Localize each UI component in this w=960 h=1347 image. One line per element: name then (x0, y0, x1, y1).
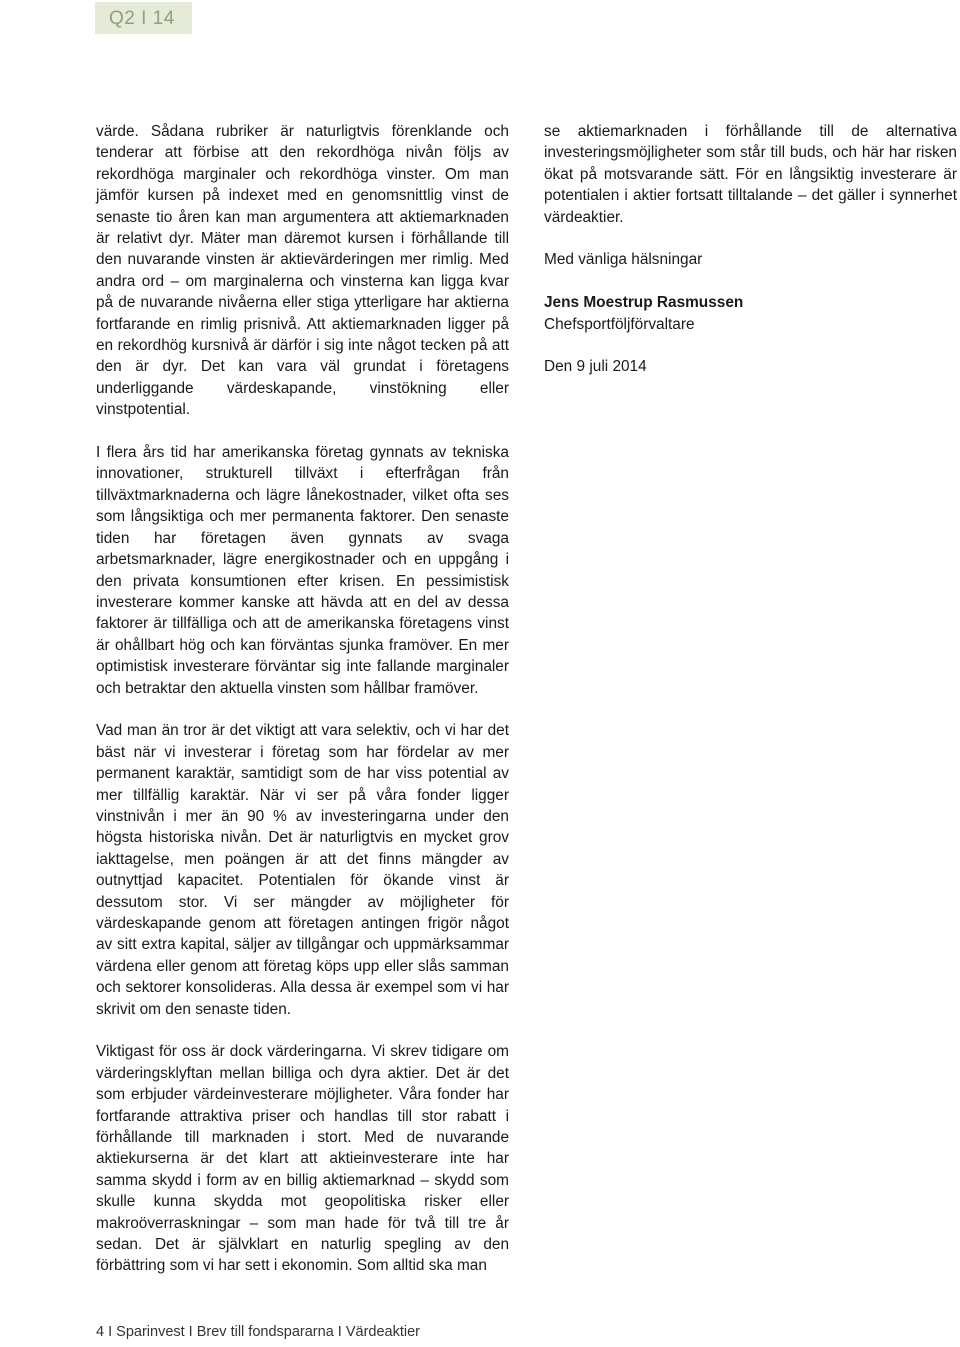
signer-name: Jens Moestrup Rasmussen (544, 294, 744, 312)
body-paragraph: I flera års tid har amerikanska företag gynnats av tekniska innovationer, strukturell tillväxt i efterfrågan från tillväxtmarknaderna och lägre lånekostnader, vilket ofta ses som långsiktiga och mer permanenta faktorer. Den senaste tiden har företagen även gynnats av svaga arbetsmarknader, lägre energikostnader och en uppgång i den privata konsumtionen efter krisen. En pessimistisk investerare kommer kanske att hävda att en del av dessa faktorer är tillfälliga och att de amerikanska företagens vinst är ohållbart hög och kan förväntas sjunka framöver. En mer optimistisk investerare förväntar sig inte fallande marginaler och betraktar den aktuella vinsten som hållbar framöver. (96, 444, 509, 697)
body-paragraph: Vad man än tror är det viktigt att vara selektiv, och vi har det bäst när vi investerar i företag som har fördelar av mer permanent karaktär, samtidigt som de har viss potential av mer tillfällig karaktär. När vi ser på våra fonder ligger vinstnivån i mer än 90 % av investeringarna under den högsta historiska nivån. Det är naturligtvis en mycket grov iakttagelse, men poängen är att det finns mängder av outnyttjad kapacitet. Potentialen för ökande vinst är dessutom stor. Vi ser mängder av möjligheter för värdeskapande genom att företagen antingen frigör något av sitt extra kapital, säljer av tillgångar och uppmärksammar värdena eller genom att företag köps upp eller slås samman och sektorer konsolideras. Alla dessa är exempel som vi har skrivit om den senaste tiden. (96, 722, 509, 1018)
closing-greeting: Med vänliga hälsningar (544, 251, 703, 269)
body-paragraph: Viktigast för oss är dock värderingarna. Vi skrev tidigare om värderingsklyftan mellan billiga och dyra aktier. Det är det som erbjuder värdeinvesterare möjligheter. Våra fonder har fortfarande attraktiva priser och handlas till stor rabatt i förhållande till marknaden i stort. Med de nuvarande aktiekurserna är det klart att aktieinvesterare inte har samma skydd i form av en billig aktiemarknad – skydd som skulle kunna skydda mot geopolitiska risker eller makroöverraskningar – som man hade för två till tre år sedan. Det är självklart en naturlig spegling av den förbättring som vi har sett i ekonomin. Som alltid ska man (96, 1043, 509, 1275)
signer-title: Chefsportföljförvaltare (544, 315, 695, 333)
body-paragraph: värde. Sådana rubriker är naturligtvis förenklande och tenderar att förbise att den rekordhöga nivån följs av rekordhöga marginaler och rekordhöga vinster. Om man jämför kursen på indexet med en genomsnittlig vinst de senaste tio åren kan man argumentera att aktiemarknaden är relativt dyr. Mäter man däremot kursen i förhållande till den nuvarande vinsten är aktievärderingen mer rimlig. Med andra ord – om marginalerna och vinsterna kan ligga kvar på de nuvarande nivåerna eller stiga ytterligare har aktierna fortfarande en rimlig prisnivå. Att aktiemarknaden ligger på en rekordhög kursnivå är därför i sig inte något tecken på att den är dyr. Det kan vara väl grundat i företagens underliggande värdeskapande, vinstökning eller vinstpotential. (96, 123, 509, 419)
page-section-tab (95, 2, 192, 34)
page-section-label: Q2 I 14 (109, 8, 175, 29)
page-footer: 4 I Sparinvest I Brev till fondspararna I Värdeaktier (96, 1324, 420, 1340)
right-column (544, 121, 957, 378)
left-column (96, 121, 509, 1277)
letter-date: Den 9 juli 2014 (544, 358, 647, 376)
body-paragraph: se aktiemarknaden i förhållande till de alternativa investeringsmöjligheter som står till buds, och här har risken ökat på motsvarande sätt. För en långsiktig investerare är potentialen i aktier fortsatt tilltalande – det gäller i synnerhet värdeaktier. (544, 123, 957, 226)
